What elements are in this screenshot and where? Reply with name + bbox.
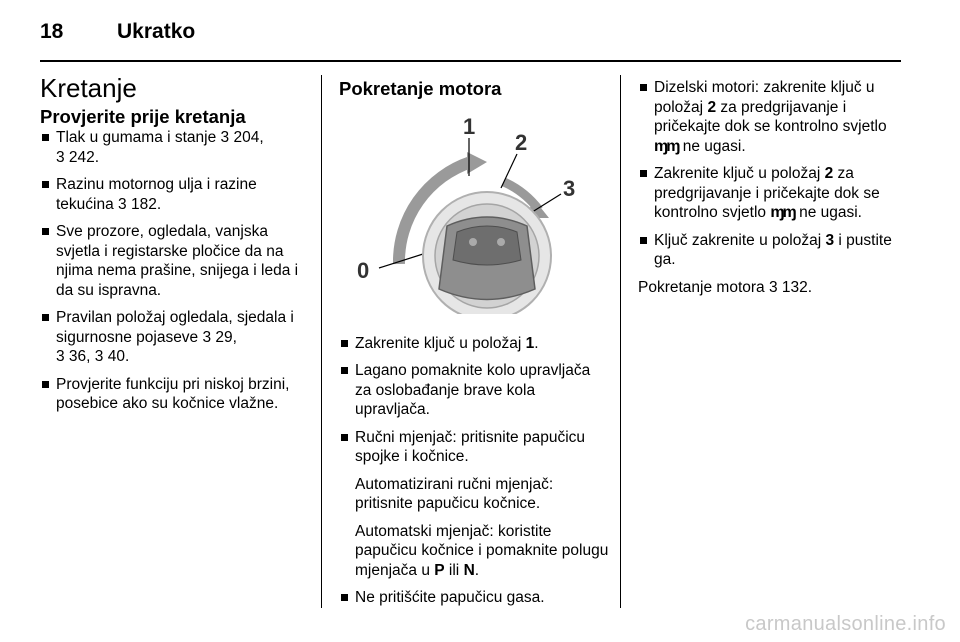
page-number: 18 [40, 20, 64, 43]
bullet-icon [341, 434, 348, 441]
item-text: Razinu motornog ulja i razine tekućina [56, 176, 257, 213]
column-divider-1 [321, 75, 322, 608]
subparagraph: Automatizirani ručni mjenjač: pritisnite papučicu kočnice. [355, 475, 554, 512]
list-item: Zakrenite ključ u položaj 2 za predgrijavanje i pričekajte dok se kontrolno svjetlo ɱɱ ne ugasi. [638, 164, 908, 223]
key-button-icon [469, 238, 477, 246]
start-steps [339, 334, 609, 608]
position-label-3: 3 [563, 176, 576, 201]
list-item [40, 375, 310, 414]
page-reference[interactable]: 3 40. [94, 348, 130, 365]
page-reference[interactable]: 3 36, [56, 348, 91, 365]
bullet-icon [640, 84, 647, 91]
bullet-icon [42, 181, 49, 188]
key-button-icon [497, 238, 505, 246]
column-3 [638, 70, 908, 297]
page-reference[interactable]: 3 132. [768, 278, 813, 296]
subparagraph: Automatski mjenjač: koristite papučicu kočnice i pomaknite polugu mjenjača u P ili N. [355, 522, 609, 579]
bullet-icon [341, 340, 348, 347]
cross-reference: Pokretanje motora 3 132. [638, 278, 813, 296]
bullet-icon [640, 170, 647, 177]
item-text: Sve prozore, ogledala, vanjska svjetla i registarske pločice da na njima nema prašine, snijega i leda i da su ispravna. [56, 223, 299, 299]
list-item: Dizelski motori: zakrenite ključ u položaj 2 za predgrijavanje i pričekajte dok se kontrolno svjetlo ɱɱ ne ugasi. [638, 78, 908, 156]
checklist [40, 128, 310, 414]
subsection-title: Provjerite prije kretanja [40, 106, 246, 127]
list-item [40, 308, 310, 367]
list-item: Lagano pomaknite kolo upravljača za oslobađanje brave kola upravljača. [339, 361, 609, 420]
glow-plug-icon: ɱɱ [654, 137, 679, 155]
item-text: Tlak u gumama i stanje [56, 129, 221, 146]
list-item: Ne pritišćite papučicu gasa. [339, 588, 609, 608]
glow-plug-icon: ɱɱ [770, 204, 795, 221]
bullet-icon [42, 381, 49, 388]
bullet-icon [341, 367, 348, 374]
item-text: Pravilan položaj ogledala, sjedala i sigurnosne pojaseve [56, 309, 294, 346]
section-title: Kretanje [40, 73, 137, 103]
list-item [40, 128, 310, 167]
page-reference[interactable]: 3 29, [202, 328, 237, 346]
position-label-0: 0 [357, 258, 370, 283]
page-reference[interactable]: 3 182. [118, 195, 162, 213]
bullet-icon [42, 228, 49, 235]
position-label-2: 2 [515, 130, 528, 155]
list-item [40, 175, 310, 214]
position-label-1: 1 [463, 114, 476, 139]
page-reference[interactable]: 3 242. [56, 148, 100, 166]
list-item: Ključ zakrenite u položaj 3 i pustite ga. [638, 231, 908, 270]
header-rule [40, 60, 901, 62]
page-reference[interactable]: 3 204, [220, 129, 264, 146]
bullet-icon [42, 134, 49, 141]
diesel-steps [638, 78, 908, 270]
bullet-icon [341, 594, 348, 601]
list-item [40, 222, 310, 300]
watermark: carmanualsonline.info [745, 613, 946, 635]
list-item: Zakrenite ključ u položaj 1. [339, 334, 609, 354]
list-item: Ručni mjenjač: pritisnite papučicu spojke i kočnice. Automatizirani ručni mjenjač: pritisnite papučicu kočnice. Automatski mjenjač: koristite papučicu kočnice i pomaknite polugu mjenjača u P ili N. [339, 428, 609, 581]
item-text: Provjerite funkciju pri niskoj brzini, posebice ako su kočnice vlažne. [56, 375, 290, 412]
section-heading: Pokretanje motora [339, 78, 502, 99]
bullet-icon [640, 237, 647, 244]
ignition-switch-figure [339, 114, 601, 314]
bullet-icon [42, 314, 49, 321]
column-2 [339, 70, 609, 616]
key-buttons [453, 226, 521, 265]
chapter-title: Ukratko [117, 20, 196, 43]
column-1 [40, 70, 310, 422]
column-divider-2 [620, 75, 621, 608]
